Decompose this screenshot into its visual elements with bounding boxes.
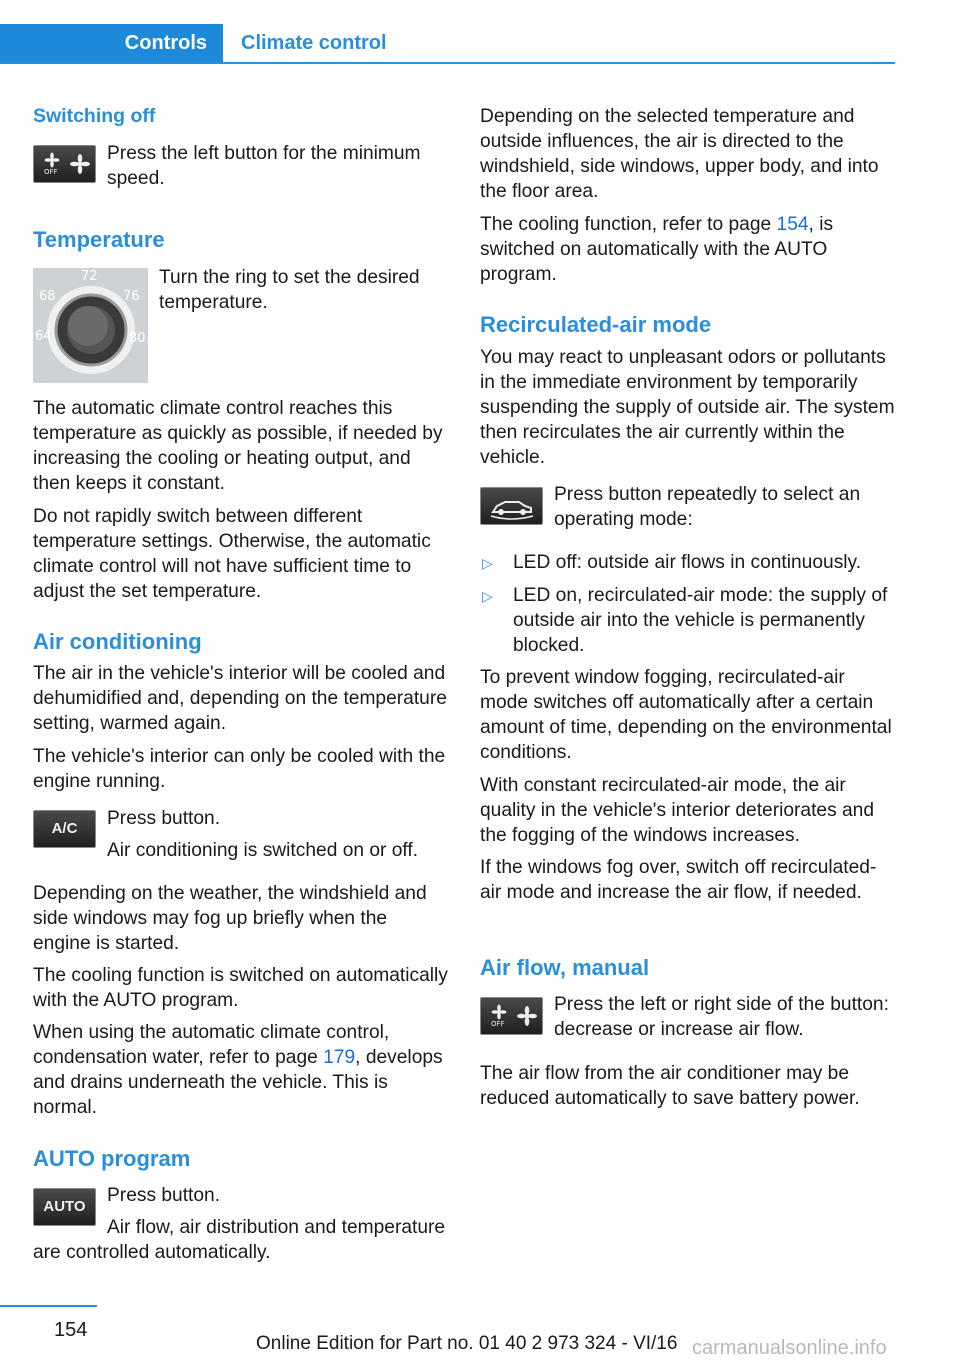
auto-description: Air flow, air distribution and temperature are controlled automatically. <box>33 1217 446 1263</box>
fan-icon <box>34 146 95 182</box>
ac-paragraph-3: Depending on the weather, the windshield and side windows may fog up briefly when the engine is started. <box>33 883 427 954</box>
fan-icon <box>481 998 542 1034</box>
recirc-press-text: Press button repeatedly to select an operating mode: <box>554 484 861 530</box>
ac-press-text-2: Air conditioning is switched on or off. <box>107 840 419 861</box>
temperature-paragraph-2: Do not rapidly switch between different temperature settings. Otherwise, the automatic climate control will not have sufficient time to adjust the set temperature. <box>33 506 431 602</box>
temperature-dial-image <box>33 268 148 383</box>
recirc-paragraph-4: If the windows fog over, switch off recirculated-air mode and increase the air flow, if needed. <box>480 857 877 903</box>
fan-off-button-image <box>33 145 96 183</box>
ac-button-label: A/C <box>51 820 78 837</box>
heading-switching-off: Switching off <box>33 105 156 127</box>
watermark: carmanualsonline.info <box>692 1337 887 1359</box>
air-flow-press-text: Press the left or right side of the button: decrease or increase air flow. <box>554 994 889 1040</box>
page-link-179[interactable]: 179 <box>323 1047 356 1068</box>
svg-text:64: 64 <box>35 329 52 344</box>
header-bar <box>0 24 895 64</box>
heading-recirculated-air: Recirculated-air mode <box>480 312 712 337</box>
tab-controls[interactable]: Controls <box>0 24 223 62</box>
ac-paragraph-1: The air in the vehicle's interior will be cooled and dehumidified and, depending on the temperature setting, warmed again. <box>33 663 447 734</box>
recirc-paragraph-1: You may react to unpleasant odors or pollutants in the immediate environment by temporarily suspending the supply of outside air. The system then recirculates the air currently within the vehicle. <box>480 347 895 468</box>
footer-edition-text: Online Edition for Part no. 01 40 2 973 324 - VI/16 <box>256 1333 678 1354</box>
heading-air-conditioning: Air conditioning <box>33 629 202 654</box>
recirc-bullet-1: LED off: outside air flows in continuously. <box>513 552 862 573</box>
svg-text:72: 72 <box>81 269 98 284</box>
tab-climate-control[interactable]: Climate control <box>241 32 387 54</box>
recirc-paragraph-2: To prevent window fogging, recirculated-air mode switches off automatically after a certain amount of time, depending on the environmental conditions. <box>480 667 892 763</box>
footer-divider <box>0 1305 97 1307</box>
heading-air-flow-manual: Air flow, manual <box>480 955 650 980</box>
svg-text:OFF: OFF <box>491 1020 505 1028</box>
ac-paragraph-4: The cooling function is switched on automatically with the AUTO program. <box>33 965 448 1011</box>
recirc-button-image <box>480 487 543 525</box>
ac-button-image <box>33 810 96 848</box>
ac-paragraph-2: The vehicle's interior can only be cooled with the engine running. <box>33 746 446 792</box>
temperature-instruction: Turn the ring to set the desired temperature. <box>159 267 420 313</box>
page-number: 154 <box>54 1319 88 1341</box>
ac-press-text: Press button. <box>107 808 221 829</box>
bullet-arrow-icon: ▷ <box>482 555 493 571</box>
svg-text:76: 76 <box>123 289 140 304</box>
svg-text:OFF: OFF <box>44 168 58 176</box>
heading-auto-program: AUTO program <box>33 1146 191 1171</box>
heading-temperature: Temperature <box>33 227 165 252</box>
page-link-154[interactable]: 154 <box>776 214 809 235</box>
svg-text:80: 80 <box>129 331 146 346</box>
switching-off-text: Press the left button for the minimum speed. <box>107 143 421 189</box>
ac-paragraph-5: When using the automatic climate control, condensation water, refer to page 179, develops and drains underneath the vehicle. This is normal. <box>33 1022 443 1118</box>
air-flow-paragraph: The air flow from the air conditioner may be reduced automatically to save battery power. <box>480 1063 860 1109</box>
auto-button-label: AUTO <box>43 1198 86 1215</box>
right-paragraph-2: The cooling function, refer to page 154, is switched on automatically with the AUTO program. <box>480 214 834 285</box>
svg-text:68: 68 <box>39 289 56 304</box>
air-flow-button-image <box>480 997 543 1035</box>
temperature-paragraph-1: The automatic climate control reaches this temperature as quickly as possible, if needed by increasing the cooling or heating output, and then keeps it constant. <box>33 398 443 494</box>
recirculation-icon <box>481 488 542 524</box>
recirc-bullet-2: LED on, recirculated-air mode: the supply of outside air into the vehicle is permanently blocked. <box>513 585 888 656</box>
right-paragraph-1: Depending on the selected temperature and outside influences, the air is directed to the windshield, side windows, upper body, and into the floor area. <box>480 106 879 202</box>
recirc-paragraph-3: With constant recirculated-air mode, the air quality in the vehicle's interior deteriorates and the fogging of the windows increases. <box>480 775 875 846</box>
bullet-arrow-icon: ▷ <box>482 588 493 604</box>
auto-press-text: Press button. <box>107 1185 221 1206</box>
